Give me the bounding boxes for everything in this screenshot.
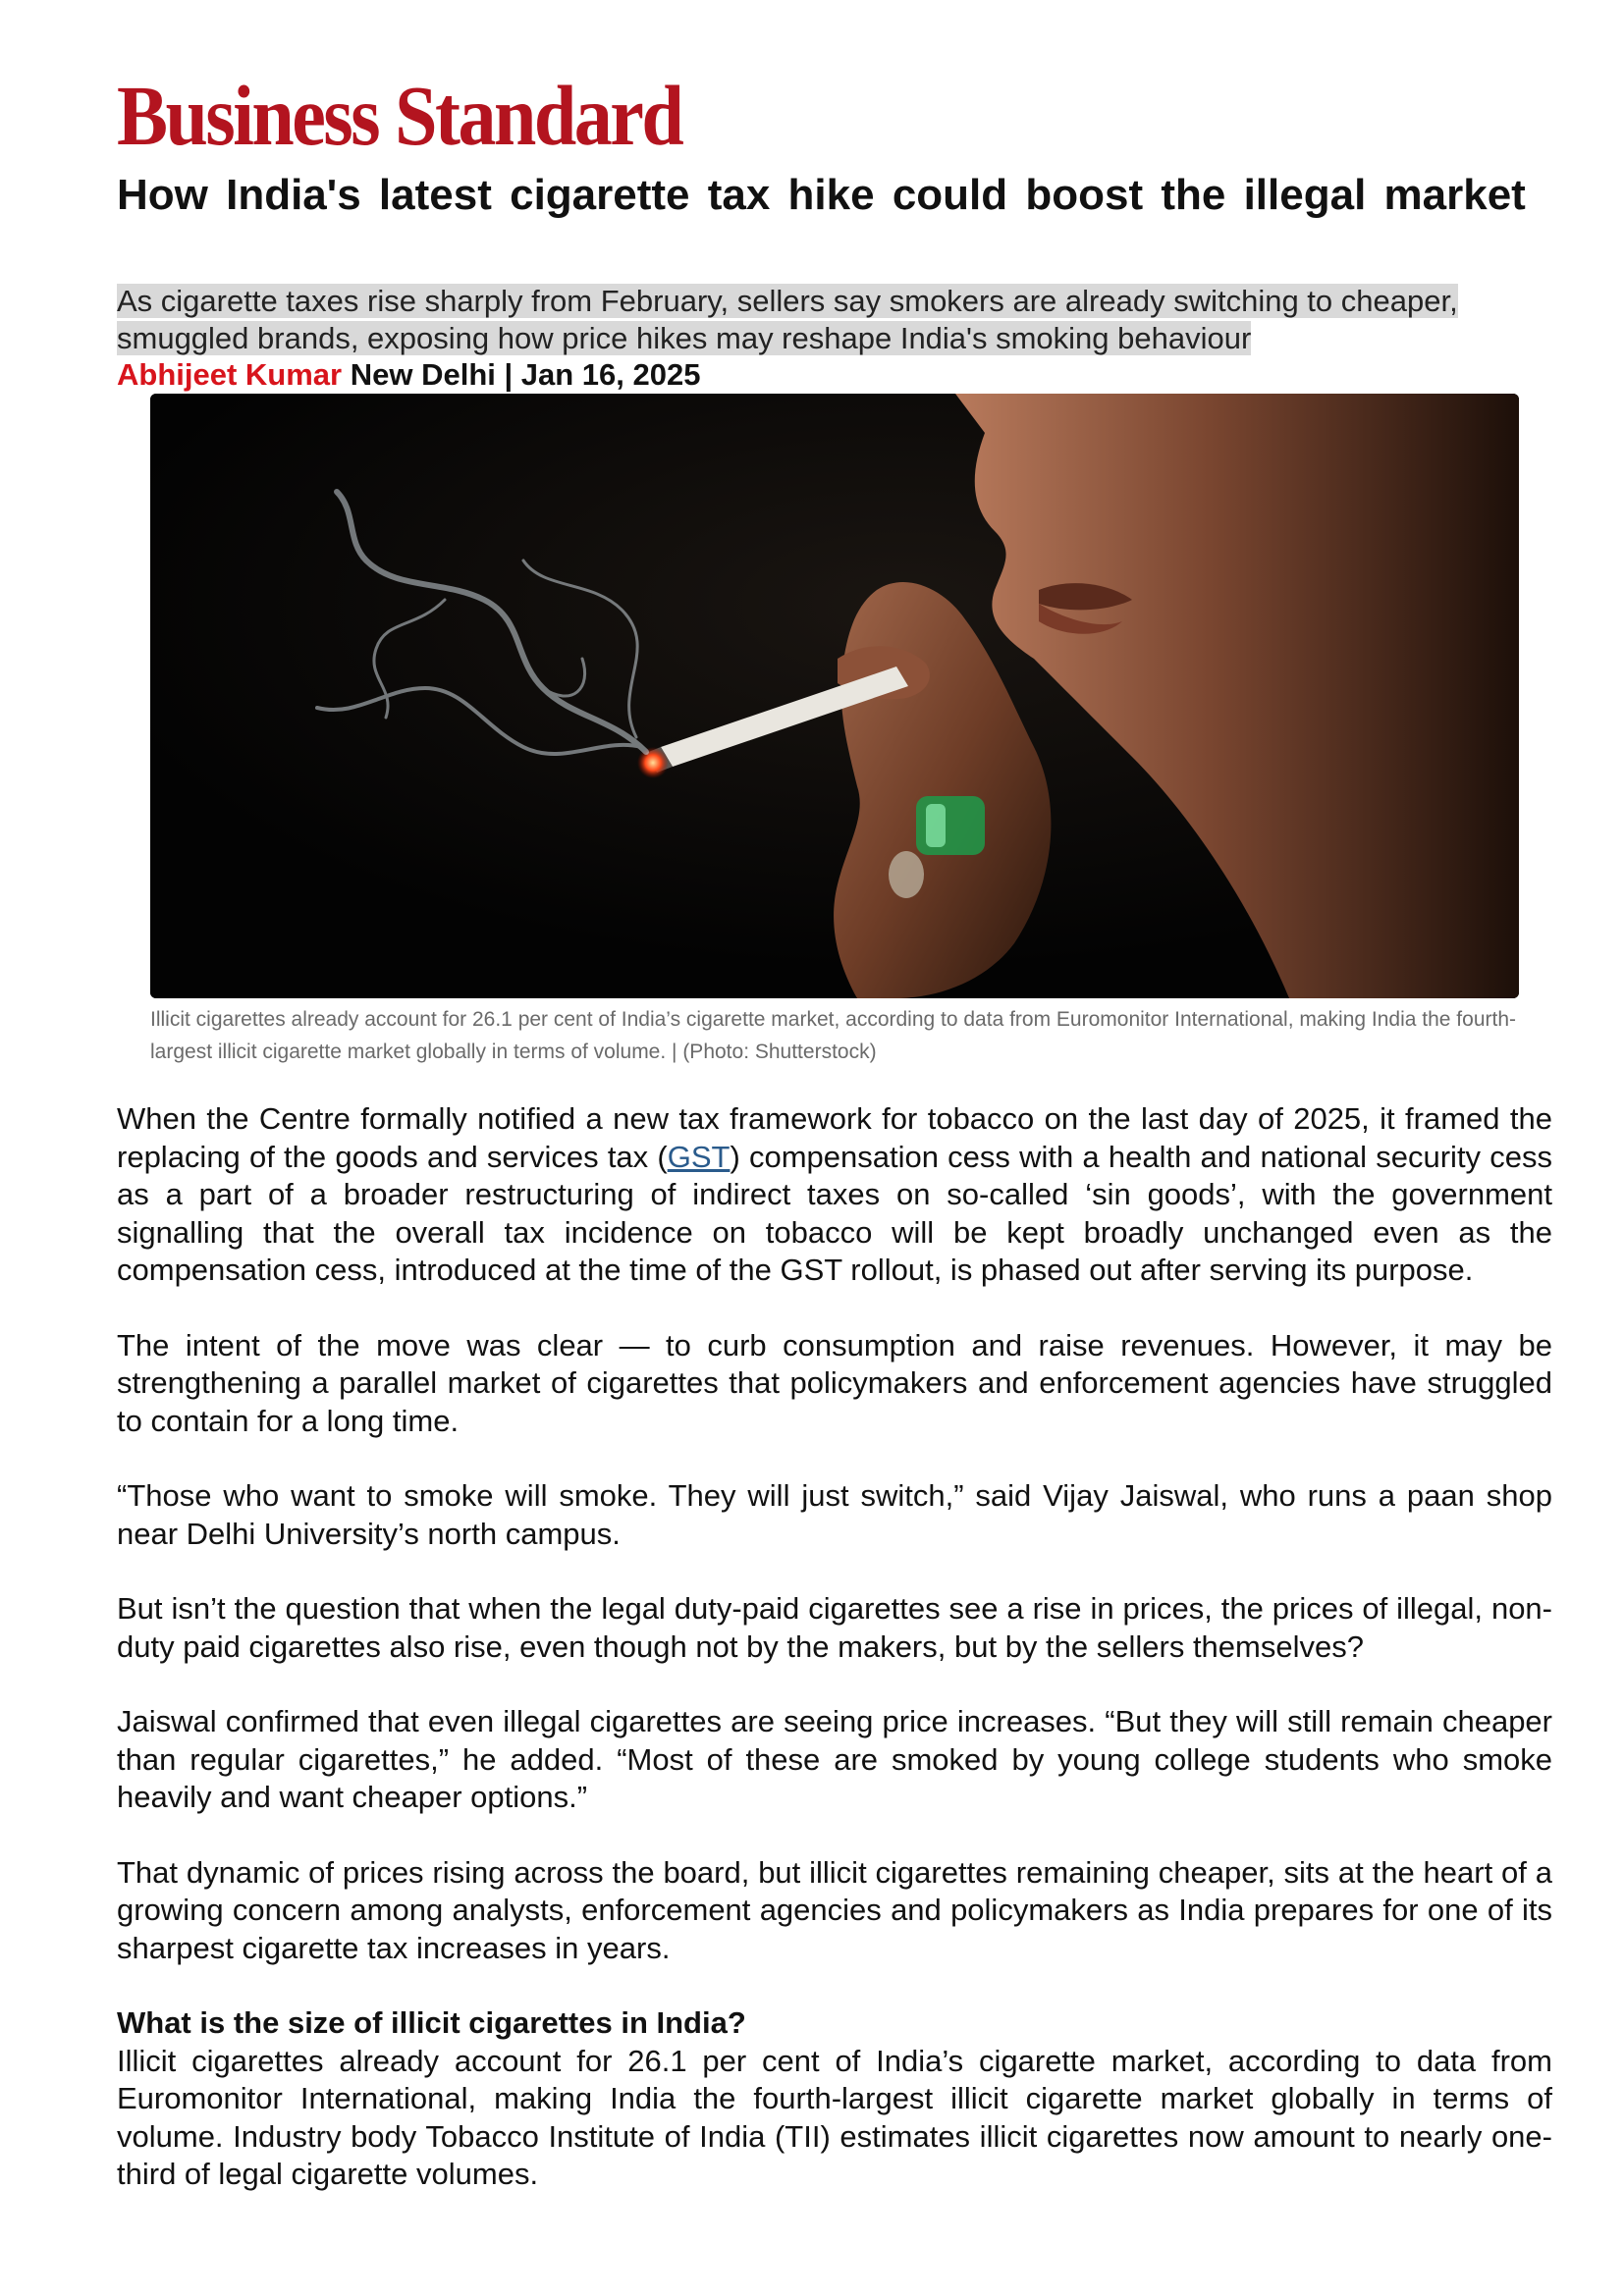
byline: [117, 356, 700, 394]
paragraph-7: Illicit cigarettes already account for 26.1 per cent of India’s cigarette market, according to data from Euromonitor International, making India the fourth-largest illicit cigarette market globally in terms of volume. Industry body Tobacco Institute of India (TII) estimates illicit cigarettes now amount to nearly one-third of legal cigarette volumes.: [117, 2043, 1552, 2191]
article-dek: [117, 283, 1552, 357]
paragraph-1-after: ) compensation cess with a health and national security cess as a part of a broader restructuring of indirect taxes on so-called ‘sin goods’, with the government signalling that the overall tax incidence on tobacco will be kept broadly unchanged even as the compensation cess, introduced at the time of the GST rollout, is phased out after serving its purpose.: [117, 1139, 1552, 1287]
gst-link[interactable]: GST: [667, 1139, 731, 1174]
section-subhead: What is the size of illicit cigarettes in India?: [117, 2005, 746, 2040]
paragraph-1-before: When the Centre formally notified a new tax framework for tobacco on the last day of 2025, it framed the replacing of the goods and services tax (: [117, 1101, 1552, 1174]
photo-caption: Illicit cigarettes already account for 26.1 per cent of India’s cigarette market, according to data from Euromonitor International, making India the fourth-largest illicit cigarette market globally in terms of volume. | (Photo: Shutterstock): [150, 1008, 1517, 1063]
author-name[interactable]: Abhijeet Kumar: [117, 357, 343, 392]
paragraph-4: But isn’t the question that when the legal duty-paid cigarettes see a rise in prices, the prices of illegal, non-duty paid cigarettes also rise, even though not by the makers, but by the sellers themselves?: [117, 1591, 1552, 1664]
paragraph-5: Jaiswal confirmed that even illegal cigarettes are seeing price increases. “But they will still remain cheaper than regular cigarettes,” he added. “Most of these are smoked by young college students who smoke heavily and want cheaper options.”: [117, 1704, 1552, 1814]
paragraph-2: The intent of the move was clear — to curb consumption and raise revenues. However, it may be strengthening a parallel market of cigarettes that policymakers and enforcement agencies have struggled to contain for a long time.: [117, 1327, 1552, 1438]
paragraph-6: That dynamic of prices rising across the board, but illicit cigarettes remaining cheaper, sits at the heart of a growing concern among analysts, enforcement agencies and policymakers as India prepares for one of its sharpest cigarette tax increases in years.: [117, 1854, 1552, 1965]
article-body: [117, 1100, 1552, 2231]
paragraph-3: “Those who want to smoke will smoke. They will just switch,” said Vijay Jaiswal, who runs a paan shop near Delhi University’s north campus.: [117, 1478, 1552, 1551]
dek-highlight: As cigarette taxes rise sharply from February, sellers say smokers are already switching to cheaper, smuggled brands, exposing how price hikes may reshape India's smoking behaviour: [117, 284, 1458, 355]
paragraph-1: [117, 1100, 1552, 1290]
smoker-photo-illustration: [150, 394, 1519, 998]
article-headline: How India's latest cigarette tax hike could boost the illegal market: [117, 171, 1526, 219]
masthead-logo[interactable]: Business Standard: [117, 67, 682, 163]
hero-image: [150, 394, 1519, 998]
location-date: New Delhi | Jan 16, 2025: [342, 357, 701, 392]
